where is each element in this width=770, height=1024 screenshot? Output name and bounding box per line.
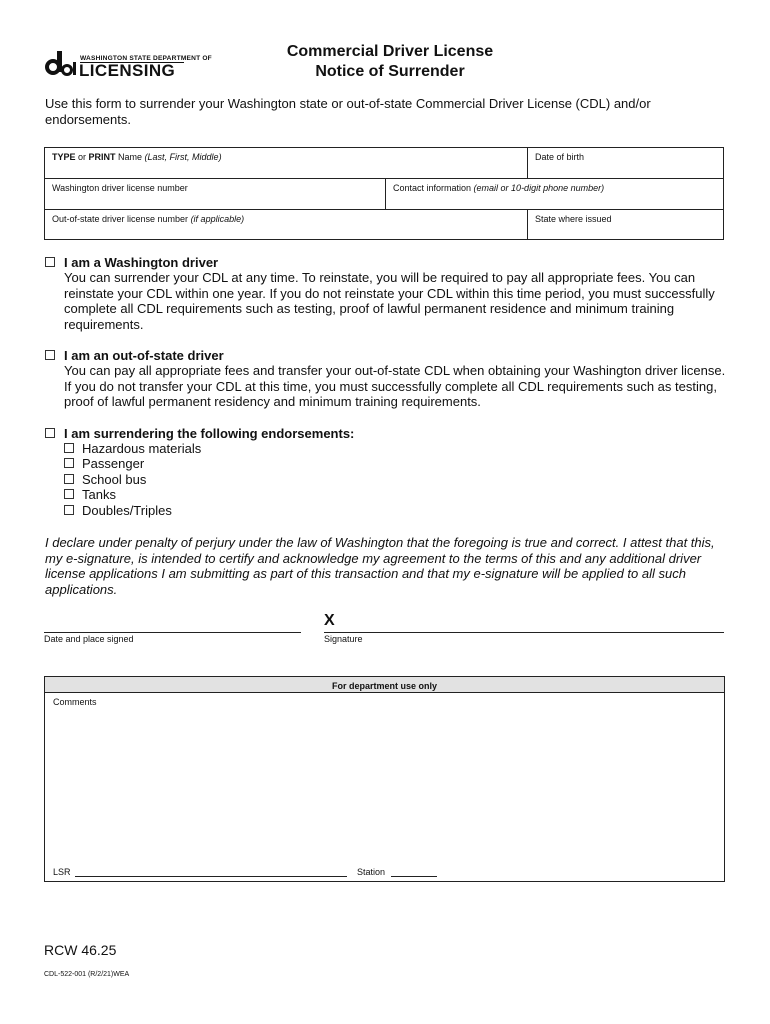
lsr-label: LSR <box>53 867 71 877</box>
endorsement-item: Hazardous materials <box>82 441 202 456</box>
wa-license-field[interactable] <box>52 183 188 193</box>
form-title-line1: Commercial Driver License <box>286 43 494 60</box>
state-issued-label: State where issued <box>535 214 612 224</box>
dol-logo-icon <box>44 50 76 78</box>
tanks-checkbox[interactable] <box>64 489 74 499</box>
date-place-line[interactable] <box>44 632 301 633</box>
row-divider <box>45 178 723 179</box>
doubles-triples-checkbox[interactable] <box>64 505 74 515</box>
contact-field[interactable] <box>393 183 604 193</box>
state-issued-field[interactable] <box>535 214 612 224</box>
endorsements-title: I am surrendering the following endorsements: <box>64 426 355 441</box>
lsr-line[interactable] <box>75 876 347 877</box>
wa-driver-checkbox[interactable] <box>45 257 55 267</box>
contact-label: Contact information <box>393 183 474 193</box>
oos-driver-title: I am an out-of-state driver <box>64 348 224 363</box>
wa-driver-title: I am a Washington driver <box>64 255 219 270</box>
form-title-line2: Notice of Surrender <box>315 63 465 80</box>
endorsements-checkbox[interactable] <box>45 428 55 438</box>
endorsement-item: Tanks <box>82 487 116 502</box>
name-field[interactable] <box>52 152 222 162</box>
oos-driver-checkbox[interactable] <box>45 350 55 360</box>
hazmat-checkbox[interactable] <box>64 443 74 453</box>
oos-driver-body: You can pay all appropriate fees and transfer your out-of-state CDL when obtaining your Washington driver license. If you do not transfer your CDL at this time, you must successfully complete all CDL requirements such as testing, proof of lawful permanent residency and minimum training requirements. <box>64 363 726 409</box>
name-hint: (Last, First, Middle) <box>144 152 222 162</box>
agency-name: LICENSING <box>79 61 176 80</box>
oos-hint: (if applicable) <box>190 214 245 224</box>
column-divider <box>385 178 386 209</box>
form-code: CDL-522-001 (R/2/21)WEA <box>44 971 130 978</box>
wa-driver-body: You can surrender your CDL at any time. To reinstate, you will be required to pay all appropriate fees. You can reinstate your CDL within one year. If you do not reinstate your CDL within this time period, you must successfully complete all CDL requirements such as testing, proof of lawful permanent residence and minimum training requirements. <box>64 270 715 332</box>
station-line[interactable] <box>391 876 437 877</box>
name-or-label: or <box>75 152 89 162</box>
oos-license-field[interactable] <box>52 214 244 224</box>
contact-hint: (email or 10-digit phone number) <box>473 183 605 193</box>
row-divider <box>45 209 723 210</box>
declaration-text: I declare under penalty of perjury under the law of Washington that the foregoing is true and correct. I attest that this, my e-signature, is intended to certify and acknowledge my agreement to the terms of this and any additional driver license applications I am submitting as part of this transaction and that my e-signature will be applied to all such applications. <box>45 535 715 598</box>
passenger-checkbox[interactable] <box>64 458 74 468</box>
signature-line[interactable] <box>324 632 724 633</box>
signature-label: Signature <box>324 634 363 644</box>
signature-x-mark: X <box>324 612 335 629</box>
name-label: Name <box>115 152 145 162</box>
agency-top-line: WASHINGTON STATE DEPARTMENT OF <box>80 55 212 62</box>
applicant-info-table <box>44 147 724 240</box>
endorsement-item: Passenger <box>82 456 145 471</box>
endorsement-item: Doubles/Triples <box>82 503 172 518</box>
station-label: Station <box>357 867 386 877</box>
date-place-label: Date and place signed <box>44 634 134 644</box>
endorsement-item: School bus <box>82 472 147 487</box>
department-use-box <box>44 676 725 882</box>
name-type-label: TYPE <box>52 152 76 162</box>
school-bus-checkbox[interactable] <box>64 474 74 484</box>
column-divider <box>527 209 528 240</box>
date-of-birth-field[interactable] <box>535 152 584 162</box>
comments-label: Comments <box>53 697 97 707</box>
rcw-reference: RCW 46.25 <box>44 942 117 958</box>
column-divider <box>527 148 528 178</box>
name-print-label: PRINT <box>88 152 116 162</box>
intro-text: Use this form to surrender your Washington state or out-of-state Commercial Driver License (CDL) and/or endorsements. <box>45 96 651 127</box>
oos-license-label: Out-of-state driver license number <box>52 214 191 224</box>
dob-label: Date of birth <box>535 152 585 162</box>
wa-license-label: Washington driver license number <box>52 183 188 193</box>
department-use-header: For department use only <box>45 677 724 693</box>
